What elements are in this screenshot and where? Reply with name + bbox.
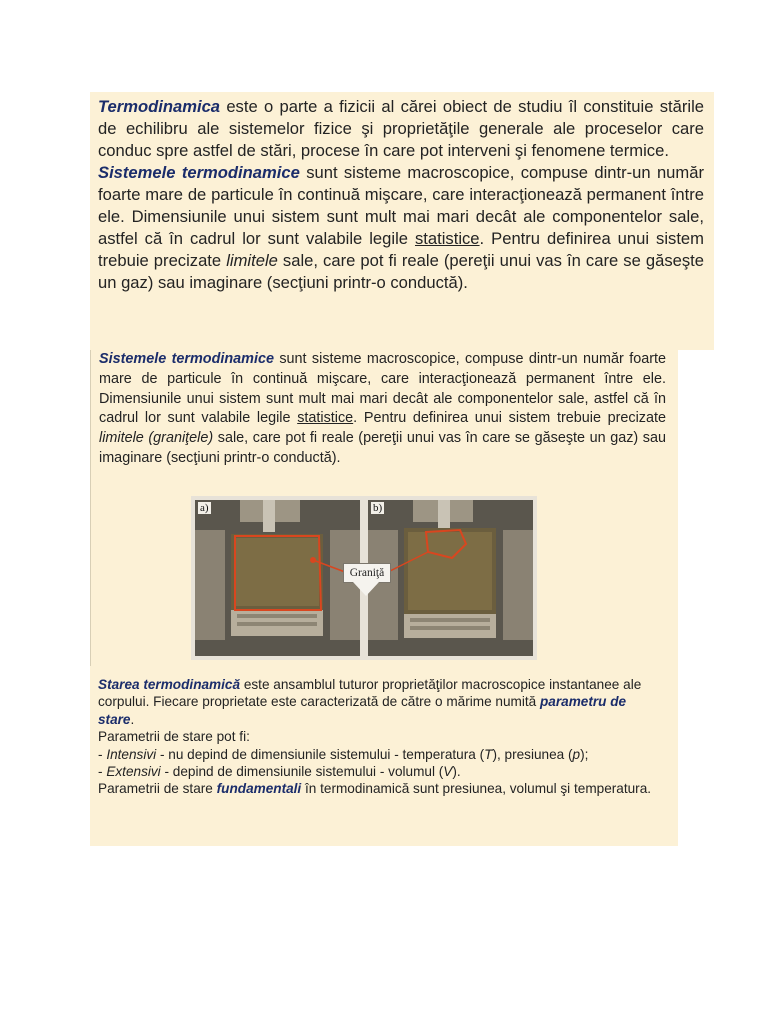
term-starea: Starea termodinamică <box>98 677 241 692</box>
symbol-T: T <box>484 746 493 762</box>
piston-photo-a <box>195 500 360 656</box>
intro-block <box>90 92 714 350</box>
word-statistice: statistice <box>414 229 480 248</box>
text-extensivi: - depind de dimensiunile sistemului - volumul ( <box>160 764 444 780</box>
text-intensivi-3: ); <box>580 746 589 762</box>
term-termodinamica: Termodinamica <box>98 97 221 116</box>
word-extensivi: Extensivi <box>106 764 161 780</box>
text-fundamentali: Parametrii de stare <box>98 781 217 797</box>
granita-label: Graniţă <box>343 563 391 583</box>
stare-block <box>90 666 678 846</box>
text-starea-end: . <box>130 711 135 727</box>
paragraph-starea <box>98 676 666 728</box>
line-intensivi <box>98 746 666 763</box>
text-starea: este ansamblul tuturor proprietăţilor macroscopice instantanee ale corpului. Fiecare proprietate este caracterizată de către o mărime numită <box>98 677 642 710</box>
word-statistice-repeat: statistice <box>297 410 354 427</box>
text-sisteme-repeat-3: sale, care pot fi reale (pereţii unui vas în care se găseşte un gaz) sau imaginare (secţiuni printr-o conductă). <box>99 430 667 466</box>
symbol-V: V <box>443 764 453 780</box>
symbol-p: p <box>572 746 581 762</box>
line-fundamentali <box>98 780 666 797</box>
line-extensivi <box>98 763 666 780</box>
text-intensivi-2: ), presiunea ( <box>492 746 573 762</box>
sisteme-block <box>90 350 678 666</box>
line-parametrii: Parametrii de stare pot fi: <box>98 729 250 745</box>
term-sisteme-repeat: Sistemele termodinamice <box>99 351 274 367</box>
term-sisteme: Sistemele termodinamice <box>98 163 300 182</box>
piston-figure <box>191 496 537 660</box>
text-sisteme-repeat-2: . Pentru definirea unui sistem trebuie precizate <box>353 410 667 427</box>
word-limitele: limitele <box>226 251 278 270</box>
panel-label-b: b) <box>373 502 383 514</box>
text-sisteme-3: sale, care pot fi reale (pereţii unui vas în care se găseşte un gaz) sau imaginare (secţiuni printr-o conductă). <box>98 251 704 292</box>
granita-arrow <box>353 582 379 596</box>
text-sisteme-2: . Pentru definirea unui sistem trebuie precizate <box>98 229 704 270</box>
word-intensivi: Intensivi <box>106 746 157 762</box>
panel-label-a: a) <box>200 502 209 514</box>
piston-photo-b <box>368 500 533 656</box>
term-parametru: parametru de stare <box>98 694 627 727</box>
word-limitele-granitele: limitele (graniţele) <box>99 430 214 447</box>
text-termodinamica: este o parte a fizicii al cărei obiect de studiu îl constituie stările de echilibru ale sistemelor fizice şi proprietăţile generale ale proceselor care conduc spre astfel de stări, procese în care pot interveni şi fenomene termice. <box>98 97 704 160</box>
text-fundamentali-2: în termodinamică sunt presiunea, volumul şi temperatura. <box>301 781 652 797</box>
paragraph-termodinamica <box>98 96 704 162</box>
text-sisteme: sunt sisteme macroscopice, compuse dintr-un număr foarte mare de particule în continuă mişcare, care interacţionează permanent între ele. Dimensiunile unui sistem sunt mult mai mari decât ale componentelor sale, astfel că în cadrul lor sunt valabile legile <box>98 163 704 248</box>
text-extensivi-2: ). <box>452 764 461 780</box>
term-fundamentali: fundamentali <box>216 781 302 797</box>
paragraph-sisteme-repeat <box>99 350 666 469</box>
dash: - <box>98 746 107 762</box>
dash: - <box>98 764 107 780</box>
text-intensivi: - nu depind de dimensiunile sistemului - temperatura ( <box>156 746 485 762</box>
paragraph-sisteme <box>98 162 704 294</box>
text-sisteme-repeat: sunt sisteme macroscopice, compuse dintr-un număr foarte mare de particule în continuă mişcare, care interacţionează permanent între ele. Dimensiunile unui sistem sunt mult mai mari decât ale componentelor sale, astfel că în cadrul lor sunt valabile legile <box>99 351 666 427</box>
